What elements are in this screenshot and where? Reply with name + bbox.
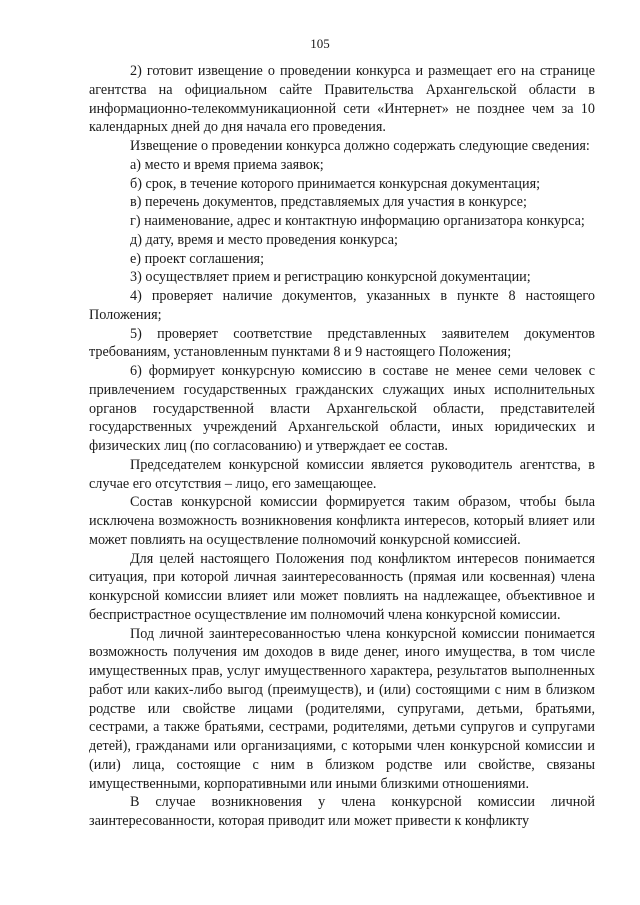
list-item: д) дату, время и место проведения конкурса;: [130, 231, 399, 248]
paragraph: Извещение о проведении конкурса должно содержать следующие сведения:: [130, 138, 590, 154]
list-item: г) наименование, адрес и контактную информацию организатора конкурса;: [130, 213, 585, 229]
document-body: [89, 62, 595, 831]
page-number: 105: [310, 36, 330, 51]
list-item: е) проект соглашения;: [130, 250, 265, 267]
list-item: в) перечень документов, представляемых для участия в конкурсе;: [130, 194, 527, 211]
paragraph: 2) готовит извещение о проведении конкурса и размещает его на странице агентства на официальном сайте Правительства Архангельской области в информационно-телекоммуникационной сети «Интернет» не позднее чем за 10 календарных дней до дня начала его проведения.: [89, 63, 595, 136]
paragraph: В случае возникновения у члена конкурсной комиссии личной заинтересованности, которая приводит или может привести к конфликту: [89, 794, 595, 829]
paragraph: Под личной заинтересованностью члена конкурсной комиссии понимается возможность получения им доходов в виде денег, иного имущества, в том числе имущественных прав, услуг имущественного характера, результатов выполненных работ или каких-либо выгод (преимуществ), и (или) состоящими с ним в близком родстве или свойстве лицами (родителями, супругами, детьми, братьями, сестрами, а также братьями, сестрами, родителями, детьми супругов и супругами детей), гражданами или организациями, с которыми член конкурсной комиссии и (или) лица, состоящие с ним в близком родстве или свойстве, связаны имущественными, корпоративными или иными близкими отношениями.: [89, 625, 595, 792]
paragraph: Состав конкурсной комиссии формируется таким образом, чтобы была исключена возможность возникновения конфликта интересов, который влияет или может повлиять на осуществление полномочий конкурсной комиссией.: [89, 494, 595, 548]
paragraph: 3) осуществляет прием и регистрацию конкурсной документации;: [130, 269, 531, 286]
paragraph: 5) проверяет соответствие представленных заявителем документов требованиям, установленным пунктами 8 и 9 настоящего Положения;: [89, 325, 595, 361]
list-item: б) срок, в течение которого принимается конкурсная документация;: [130, 175, 541, 192]
paragraph: Председателем конкурсной комиссии является руководитель агентства, в случае его отсутствия – лицо, его замещающее.: [89, 456, 595, 492]
paragraph: 4) проверяет наличие документов, указанных в пункте 8 настоящего Положения;: [89, 288, 595, 323]
list-item: а) место и время приема заявок;: [130, 156, 324, 173]
paragraph: Для целей настоящего Положения под конфликтом интересов понимается ситуация, при которой личная заинтересованность (прямая или косвенная) члена конкурсной комиссии влияет или может повлиять на надлежащее, объективное и беспристрастное осуществление им полномочий члена конкурсной комиссии.: [89, 550, 595, 623]
paragraph: 6) формирует конкурсную комиссию в составе не менее семи человек с привлечением государственных гражданских служащих иных исполнительных органов государственной власти Архангельской области, представителей государственных учреждений Архангельской области, иных юридических и физических лиц (по согласованию) и утверждает ее состав.: [89, 363, 595, 454]
